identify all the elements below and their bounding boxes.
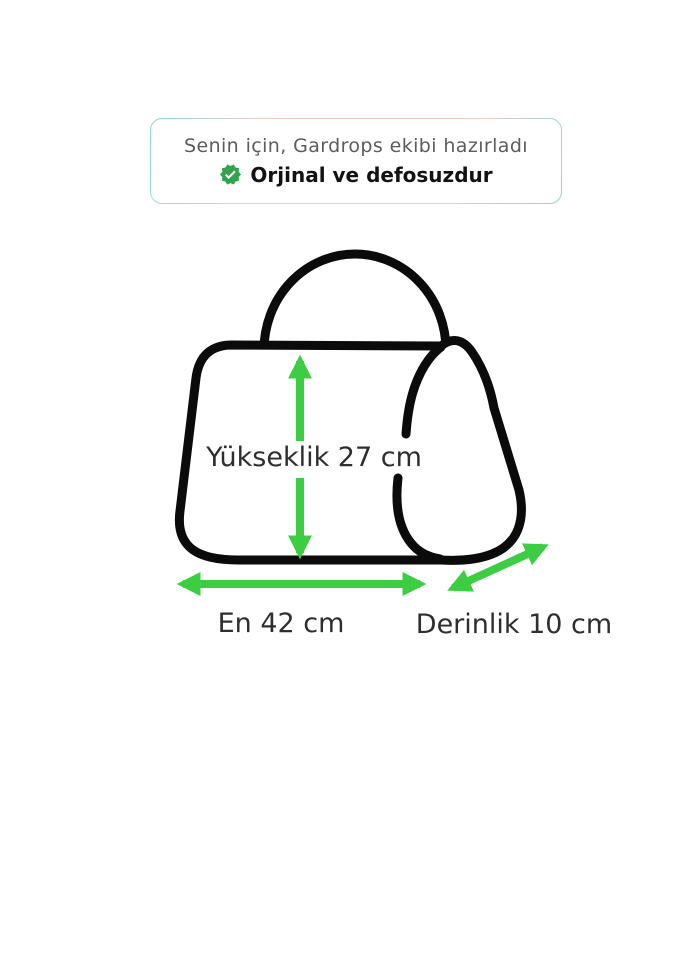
width-measurement-label: En 42 cm bbox=[217, 608, 345, 639]
verified-text: Orjinal ve defosuzdur bbox=[250, 162, 493, 187]
bag-handle bbox=[264, 254, 446, 350]
depth-measurement-label: Derinlik 10 cm bbox=[415, 609, 613, 640]
card-title: Senin için, Gardrops ekibi hazırladı bbox=[184, 134, 528, 157]
height-measurement-label: Yükseklik 27 cm bbox=[206, 442, 422, 473]
